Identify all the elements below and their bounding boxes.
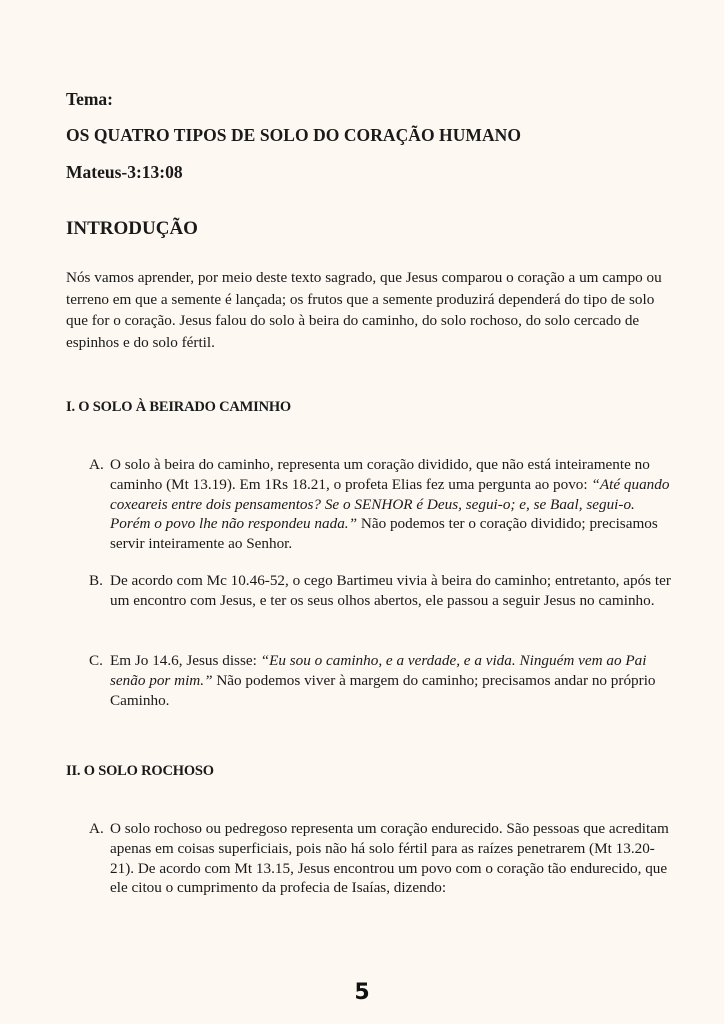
tema-label: Tema:: [66, 89, 113, 109]
item-quote: “Eu sou o caminho, e a verdade, e a vida. Ninguém vem ao Pai senão por mim.”: [110, 652, 647, 689]
introduction-heading: INTRODUÇÃO: [66, 218, 198, 239]
list-item-text: [110, 571, 677, 611]
item-text-before: Em Jo 14.6, Jesus disse:: [110, 652, 261, 669]
document-title: OS QUATRO TIPOS DE SOLO DO CORAÇÃO HUMANO: [66, 125, 521, 145]
section-heading-2: II. O SOLO ROCHOSO: [66, 763, 214, 779]
list-item: [89, 455, 677, 554]
list-item-text: [110, 819, 677, 898]
list-item-text: [110, 651, 677, 710]
scripture-reference: Mateus-3:13:08: [66, 162, 183, 182]
item-quote: “Até quando coxeareis entre dois pensamentos? Se o SENHOR é Deus, segui-o; e, se Baal, segui-o. Porém o povo lhe não respondeu nada.”: [110, 475, 670, 533]
list-marker: A.: [89, 820, 104, 837]
item-text-after: Não podemos viver à margem do caminho; precisamos andar no próprio Caminho.: [110, 671, 656, 709]
page-number: 5: [354, 980, 370, 1005]
list-marker: A.: [89, 456, 104, 473]
list-item: [89, 571, 677, 611]
item-text-before: O solo rochoso ou pedregoso representa um coração endurecido. São pessoas que acreditam apenas em coisas superficiais, pois não há solo fértil para as raízes penetrarem (Mt 13.20-21). De acordo com Mt 13.15, Jesus encontrou um povo com o coração tão endurecido, que ele citou o cumprimento da profecia de Isaías, dizendo:: [110, 820, 669, 897]
list-marker: B.: [89, 572, 103, 589]
section-heading-1: I. O SOLO À BEIRADO CAMINHO: [66, 399, 292, 415]
list-item: [89, 651, 677, 710]
introduction-paragraph: Nós vamos aprender, por meio deste texto sagrado, que Jesus comparou o coração a um campo ou terreno em que a semente é lançada; os frutos que a semente produzirá dependerá do tipo de solo que for o coração. Jesus falou do solo à beira do caminho, do solo rochoso, do solo cercado de espinhos e do solo fértil.: [66, 269, 662, 351]
item-text-before: De acordo com Mc 10.46-52, o cego Bartimeu vivia à beira do caminho; entretanto, após ter um encontro com Jesus, e ter os seus olhos abertos, ele passou a seguir Jesus no caminho.: [110, 572, 671, 609]
item-text-after: Não podemos ter o coração dividido; precisamos servir inteiramente ao Senhor.: [110, 515, 658, 553]
list-item: [89, 819, 677, 898]
item-text-before: O solo à beira do caminho, representa um coração dividido, que não está inteiramente no caminho (Mt 13.19). Em 1Rs 18.21, o profeta Elias fez uma pergunta ao povo:: [110, 456, 650, 493]
list-item-text: [110, 455, 677, 554]
list-marker: C.: [89, 652, 103, 669]
